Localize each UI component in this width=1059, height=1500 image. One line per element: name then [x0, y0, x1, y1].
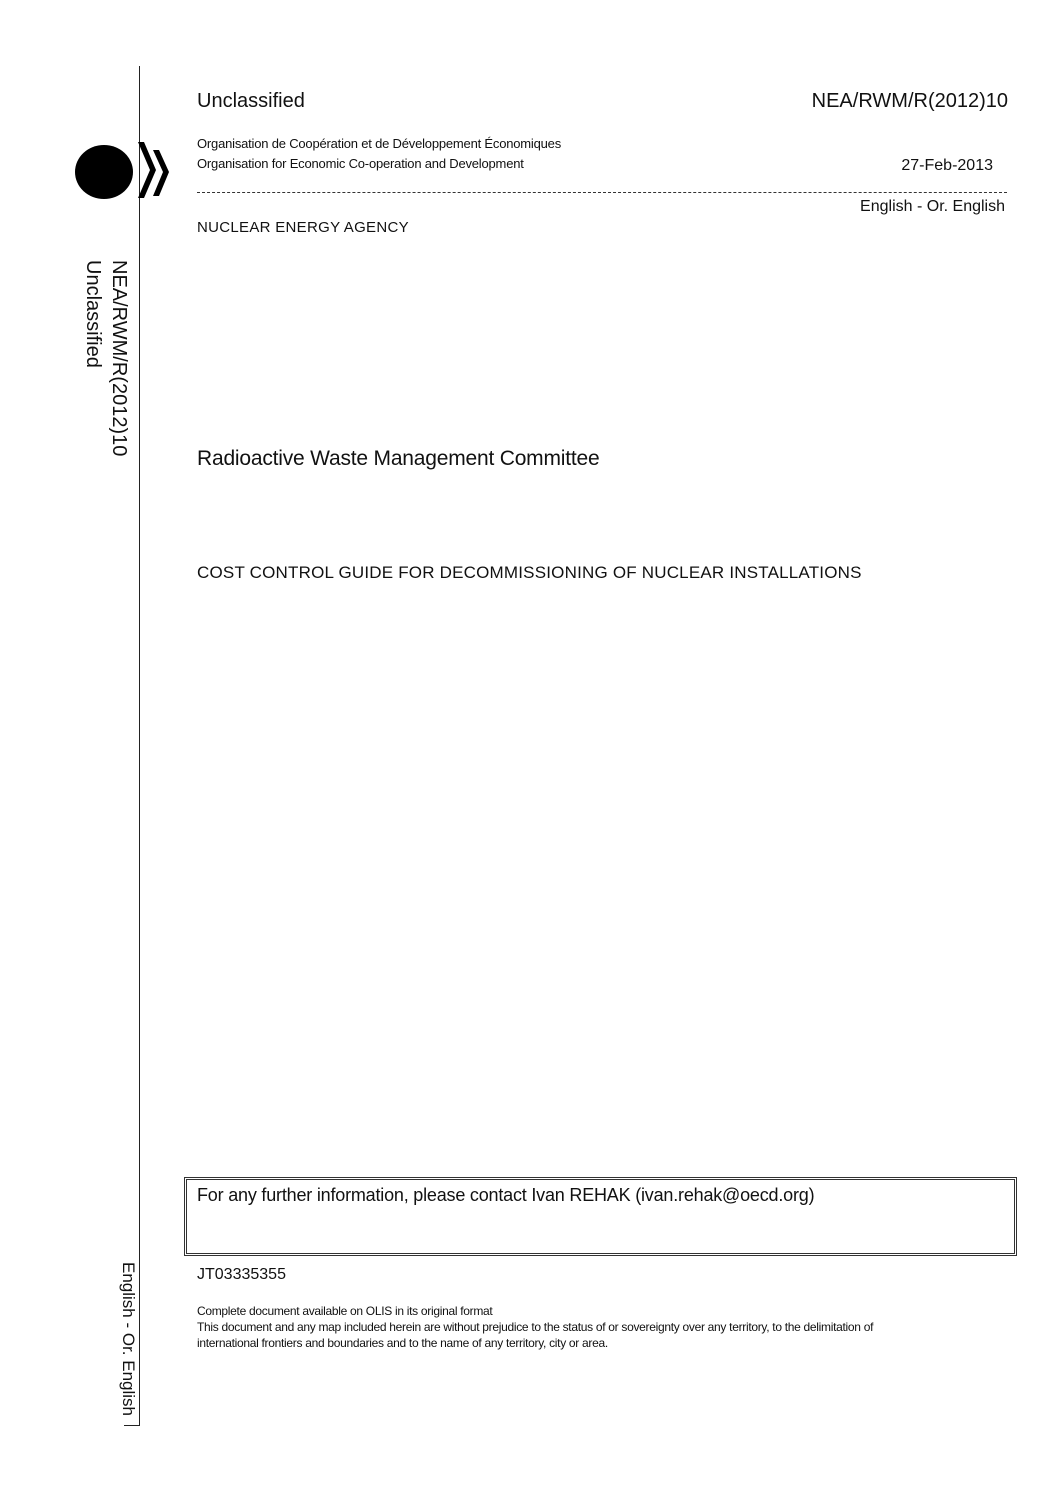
agency-name: NUCLEAR ENERGY AGENCY — [197, 219, 409, 236]
organisation-name-en: Organisation for Economic Co-operation and Development — [197, 156, 524, 171]
side-reference-block — [80, 260, 132, 456]
footer-note-line-1: Complete document available on OLIS in its original format — [197, 1304, 493, 1318]
side-language: English - Or. English — [119, 1262, 138, 1417]
contact-text: For any further information, please contact Ivan REHAK (ivan.rehak@oecd.org) — [197, 1185, 815, 1205]
footer-note-line-2: This document and any map included herein are without prejudice to the status of or sovereignty over any territory, to the delimitation of — [197, 1320, 874, 1334]
contact-box — [184, 1177, 1017, 1256]
header-divider — [197, 192, 1007, 193]
side-document-ref: NEA/RWM/R(2012)10 — [108, 260, 130, 457]
job-number: JT03335355 — [197, 1266, 286, 1283]
left-margin-rule — [139, 66, 140, 1426]
left-margin-rule-foot — [124, 1425, 140, 1426]
footer-note-line-3: international frontiers and boundaries and to the name of any territory, city or area. — [197, 1336, 608, 1350]
organisation-name-fr: Organisation de Coopération et de Développement Économiques — [197, 136, 561, 151]
document-title: COST CONTROL GUIDE FOR DECOMMISSIONING OF NUCLEAR INSTALLATIONS — [197, 563, 862, 582]
oecd-logo-icon — [74, 140, 174, 204]
side-classification: Unclassified — [82, 260, 104, 368]
document-language: English - Or. English — [860, 198, 1005, 215]
committee-name: Radioactive Waste Management Committee — [197, 447, 600, 470]
footer-disclaimer — [197, 1303, 987, 1351]
classification-label: Unclassified — [197, 90, 305, 112]
document-date: 27-Feb-2013 — [901, 157, 993, 174]
document-reference: NEA/RWM/R(2012)10 — [811, 90, 1008, 112]
